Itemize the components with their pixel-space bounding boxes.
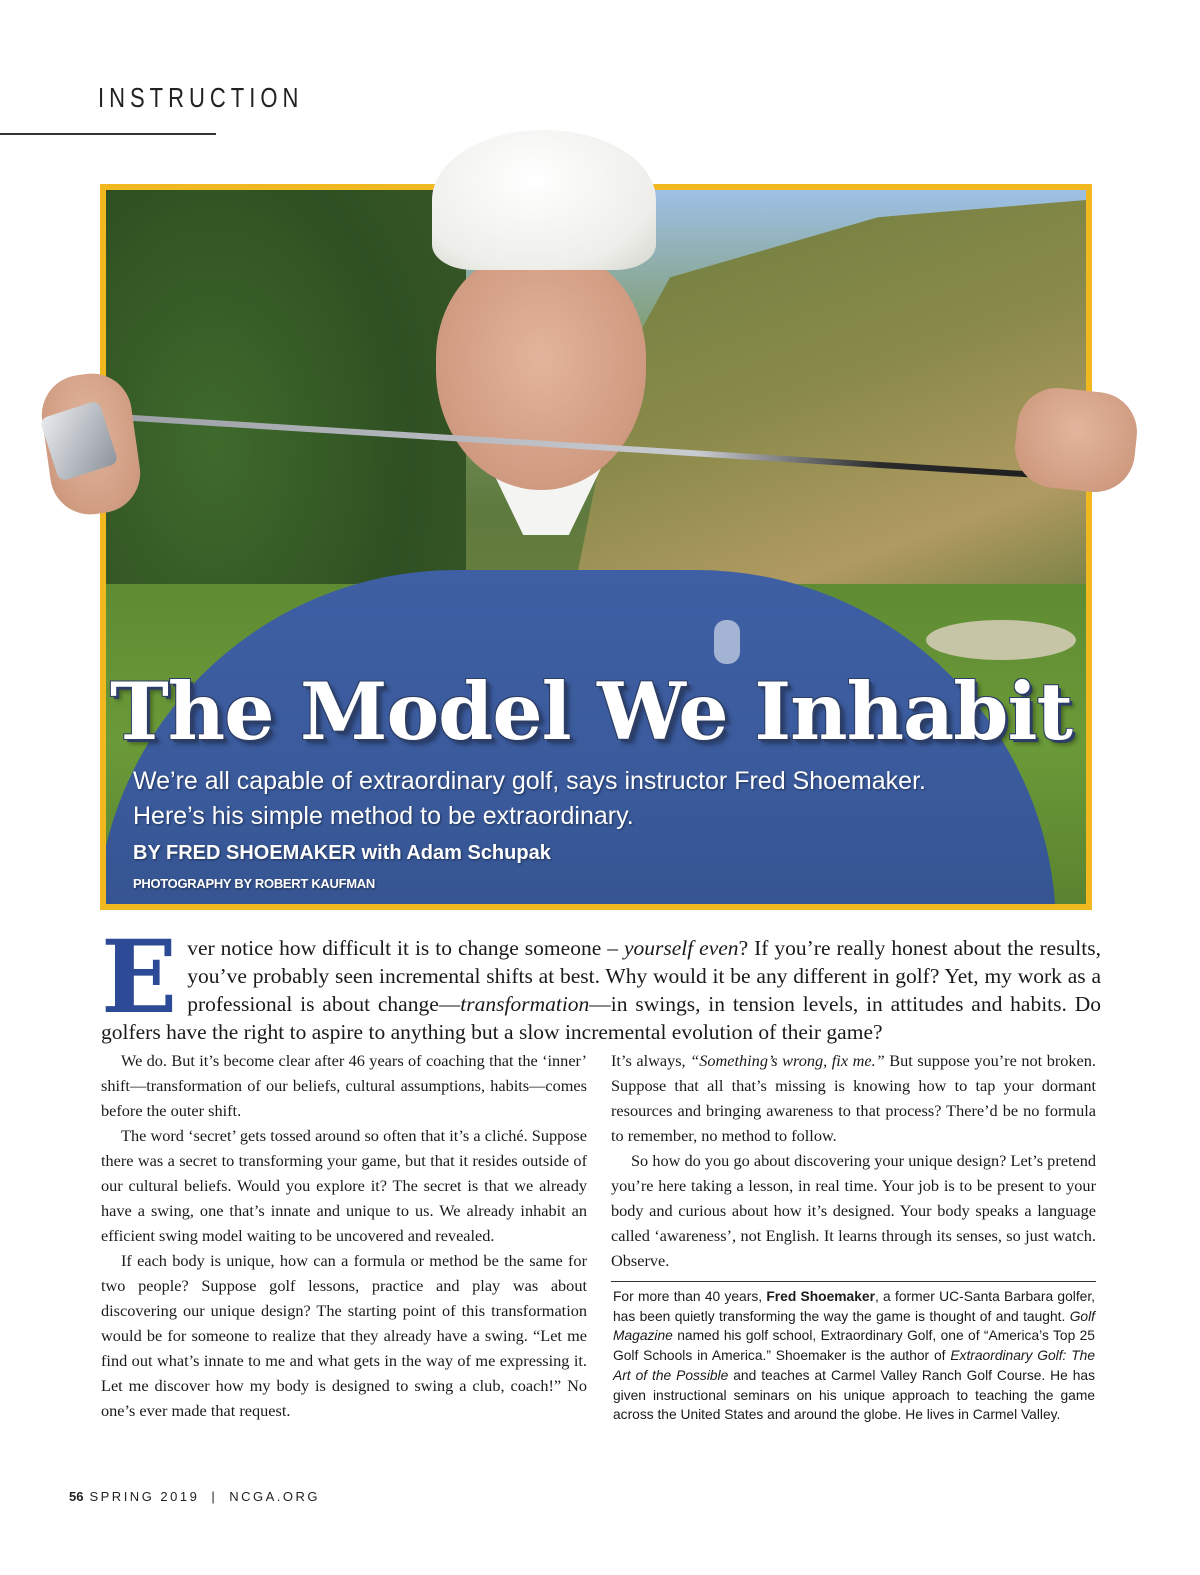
bio-rule xyxy=(611,1281,1096,1282)
footer-separator: | xyxy=(211,1489,218,1504)
photo-credit: PHOTOGRAPHY BY ROBERT KAUFMAN xyxy=(133,876,375,891)
page-footer xyxy=(69,1489,320,1504)
bio-text: , a former UC-Santa Barbara golfer, has been quietly transforming the way the game is thought of and taught. xyxy=(613,1289,1095,1324)
bio-text: and teaches at Carmel Valley Ranch Golf Course. He has given instructional seminars on his unique approach to teaching the game across the United States and around the globe. He lives in Carmel Valley. xyxy=(613,1367,1096,1423)
body-paragraph: The word ‘secret’ gets tossed around so often that it’s a cliché. Suppose there was a secret to transforming your game, but that it resides outside of our cultural beliefs. Would you explore it? The secret is that we already have a swing, one that’s innate and unique to us. We already inhabit an efficient swing model waiting to be uncovered and revealed. xyxy=(101,1126,587,1245)
lede-emphasis-1: yourself even xyxy=(623,936,739,960)
photo-face xyxy=(436,250,646,490)
bio-book-title: Extraordinary Golf: The Art of the Possible xyxy=(613,1348,1095,1383)
body-text: But suppose you’re not broken. Suppose that all that’s missing is knowing how to tap your dormant resources and bringing awareness to that process? There’d be no formula to remember, no method to follow. xyxy=(611,1051,1096,1145)
lede-text-1: ver notice how difficult it is to change someone – xyxy=(187,936,624,960)
sweater-logo-icon xyxy=(714,620,740,664)
body-text: It’s always, xyxy=(611,1051,691,1070)
body-column-left xyxy=(101,1048,587,1423)
bio-text: named his golf school, Extraordinary Golf, one of “America’s Top 25 Golf Schools in America.” Shoemaker is the author of xyxy=(613,1328,1095,1364)
drop-cap: E xyxy=(101,918,178,1036)
bio-text: For more than 40 years, xyxy=(613,1289,767,1304)
lede-paragraph xyxy=(101,918,1101,1046)
page-number: 56 xyxy=(69,1489,84,1504)
body-paragraph: If each body is unique, how can a formula or method be the same for two people? Suppose golf lessons, practice and play was about discovering our unique design? The starting point of this transformation would be for someone to realize that they already have a swing. “Let me find out what’s innate to me and what gets in the way of me expressing it. Let me discover how my body is designed to swing a club, coach!” No one’s ever made that request. xyxy=(101,1251,587,1420)
photo-right-hand xyxy=(1011,384,1141,496)
headline: The Model We Inhabit xyxy=(110,665,1072,758)
photo-hillside xyxy=(566,200,1086,630)
issue-date: SPRING 2019 xyxy=(89,1489,200,1504)
body-column-right xyxy=(611,1048,1096,1273)
photo-cap xyxy=(432,130,656,270)
lede-text-2: ? If you’re really honest about the results, you’ve probably seen incremental shifts at best. Why would it be any different in golf? Yet, my work as a professional is about change— xyxy=(187,936,1101,1016)
body-paragraph: We do. But it’s become clear after 46 years of coaching that the ‘inner’ shift—transformation of our beliefs, cultural assumptions, habits—comes before the outer shift. xyxy=(101,1051,587,1120)
body-paragraph xyxy=(611,1048,1096,1148)
body-quote: “Something’s wrong, fix me.” xyxy=(690,1051,885,1070)
body-paragraph: So how do you go about discovering your unique design? Let’s pretend you’re here taking a lesson, in real time. Your job is to be present to your body and curious about how it’s designed. Your body speaks a language called ‘awareness’, not English. It learns through its senses, so just watch. Observe. xyxy=(611,1151,1096,1270)
dek xyxy=(133,764,1033,834)
section-rule xyxy=(0,133,216,135)
photo-bunker xyxy=(926,620,1076,660)
bio-magazine-title: Golf Magazine xyxy=(613,1308,1095,1344)
lede-emphasis-2: transformation xyxy=(460,992,590,1016)
dek-line-1: We’re all capable of extraordinary golf, says instructor Fred Shoemaker. xyxy=(133,767,926,795)
author-bio xyxy=(613,1287,1095,1425)
lede-text-3: —in swings, in tension levels, in attitudes and habits. Do golfers have the right to aspire to anything but a slow incremental evolution of their game? xyxy=(101,992,1101,1044)
site-url: NCGA.ORG xyxy=(229,1489,321,1504)
bio-author-name: Fred Shoemaker xyxy=(766,1289,875,1304)
section-label: INSTRUCTION xyxy=(98,82,304,114)
byline: BY FRED SHOEMAKER with Adam Schupak xyxy=(133,842,551,864)
dek-line-2: Here’s his simple method to be extraordinary. xyxy=(133,802,634,830)
